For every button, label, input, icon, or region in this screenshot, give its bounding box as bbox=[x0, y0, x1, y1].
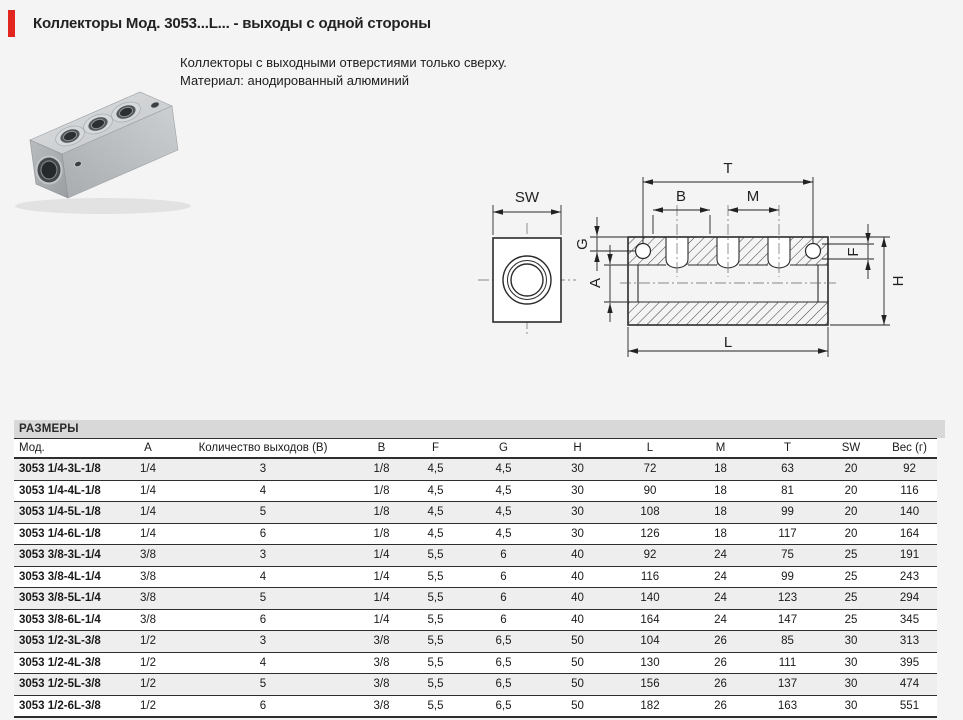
dim-label-h: H bbox=[890, 275, 907, 287]
table-row bbox=[14, 502, 937, 524]
table-cell: 182 bbox=[614, 695, 686, 717]
table-cell: 18 bbox=[686, 502, 755, 524]
table-cell: 24 bbox=[686, 588, 755, 610]
table-cell: 4 bbox=[168, 652, 358, 674]
table-row bbox=[14, 588, 937, 610]
column-header: SW bbox=[820, 439, 882, 459]
table-cell: 3053 1/2-5L-3/8 bbox=[14, 674, 128, 696]
table-cell: 123 bbox=[755, 588, 820, 610]
table-cell: 30 bbox=[820, 695, 882, 717]
table-cell: 99 bbox=[755, 502, 820, 524]
table-row bbox=[14, 566, 937, 588]
column-header: F bbox=[405, 439, 466, 459]
table-row bbox=[14, 695, 937, 717]
table-cell: 1/8 bbox=[358, 458, 405, 480]
table-cell: 30 bbox=[541, 502, 614, 524]
table-cell: 1/4 bbox=[128, 502, 168, 524]
table-cell: 4,5 bbox=[466, 523, 541, 545]
table-cell: 3/8 bbox=[128, 609, 168, 631]
table-cell: 1/2 bbox=[128, 695, 168, 717]
column-header: H bbox=[541, 439, 614, 459]
table-cell: 294 bbox=[882, 588, 937, 610]
column-header: A bbox=[128, 439, 168, 459]
sizes-table-body bbox=[14, 458, 937, 717]
table-cell: 1/4 bbox=[358, 566, 405, 588]
dim-label-t: T bbox=[723, 160, 733, 177]
table-row bbox=[14, 652, 937, 674]
dim-label-m: M bbox=[746, 188, 760, 205]
section-view bbox=[590, 177, 890, 357]
table-cell: 75 bbox=[755, 545, 820, 567]
table-cell: 1/8 bbox=[358, 480, 405, 502]
table-cell: 116 bbox=[614, 566, 686, 588]
table-cell: 243 bbox=[882, 566, 937, 588]
table-row bbox=[14, 609, 937, 631]
table-cell: 164 bbox=[614, 609, 686, 631]
table-cell: 3053 1/2-3L-3/8 bbox=[14, 631, 128, 653]
table-cell: 130 bbox=[614, 652, 686, 674]
table-cell: 24 bbox=[686, 566, 755, 588]
table-cell: 18 bbox=[686, 480, 755, 502]
table-cell: 4,5 bbox=[405, 523, 466, 545]
table-cell: 137 bbox=[755, 674, 820, 696]
sizes-table bbox=[14, 438, 937, 718]
table-cell: 4 bbox=[168, 566, 358, 588]
table-cell: 4 bbox=[168, 480, 358, 502]
table-cell: 164 bbox=[882, 523, 937, 545]
table-row bbox=[14, 480, 937, 502]
table-cell: 5 bbox=[168, 674, 358, 696]
table-cell: 117 bbox=[755, 523, 820, 545]
table-cell: 18 bbox=[686, 523, 755, 545]
table-cell: 30 bbox=[541, 523, 614, 545]
dim-label-sw: SW bbox=[514, 189, 540, 206]
table-cell: 24 bbox=[686, 545, 755, 567]
table-cell: 5,5 bbox=[405, 609, 466, 631]
table-cell: 1/4 bbox=[358, 588, 405, 610]
table-cell: 313 bbox=[882, 631, 937, 653]
table-cell: 6 bbox=[168, 695, 358, 717]
table-cell: 40 bbox=[541, 609, 614, 631]
table-cell: 3/8 bbox=[128, 566, 168, 588]
dim-label-f: F bbox=[845, 247, 862, 257]
table-cell: 6 bbox=[466, 545, 541, 567]
table-cell: 474 bbox=[882, 674, 937, 696]
table-cell: 4,5 bbox=[466, 480, 541, 502]
table-cell: 3/8 bbox=[128, 545, 168, 567]
end-view bbox=[478, 205, 576, 337]
table-cell: 1/4 bbox=[128, 523, 168, 545]
table-cell: 6 bbox=[466, 566, 541, 588]
table-cell: 4,5 bbox=[405, 502, 466, 524]
table-cell: 30 bbox=[820, 674, 882, 696]
table-cell: 20 bbox=[820, 458, 882, 480]
table-cell: 5,5 bbox=[405, 566, 466, 588]
photo-shadow bbox=[15, 198, 191, 214]
table-cell: 1/8 bbox=[358, 502, 405, 524]
column-header: L bbox=[614, 439, 686, 459]
intro-line-2: Материал: анодированный алюминий bbox=[180, 73, 410, 88]
table-cell: 140 bbox=[882, 502, 937, 524]
table-cell: 5,5 bbox=[405, 588, 466, 610]
table-cell: 40 bbox=[541, 545, 614, 567]
table-cell: 26 bbox=[686, 695, 755, 717]
table-cell: 85 bbox=[755, 631, 820, 653]
table-cell: 6,5 bbox=[466, 652, 541, 674]
table-cell: 20 bbox=[820, 480, 882, 502]
table-cell: 25 bbox=[820, 566, 882, 588]
table-cell: 63 bbox=[755, 458, 820, 480]
table-cell: 1/4 bbox=[128, 458, 168, 480]
table-cell: 6 bbox=[168, 523, 358, 545]
table-cell: 4,5 bbox=[466, 458, 541, 480]
table-cell: 1/4 bbox=[128, 480, 168, 502]
table-cell: 3053 1/2-6L-3/8 bbox=[14, 695, 128, 717]
intro-line-1: Коллекторы с выходными отверстиями только сверху. bbox=[180, 55, 507, 70]
product-photo bbox=[5, 85, 215, 220]
table-cell: 5,5 bbox=[405, 545, 466, 567]
intro-text bbox=[180, 54, 507, 90]
table-row bbox=[14, 458, 937, 480]
table-cell: 26 bbox=[686, 674, 755, 696]
table-cell: 50 bbox=[541, 652, 614, 674]
table-cell: 92 bbox=[882, 458, 937, 480]
table-cell: 5,5 bbox=[405, 631, 466, 653]
table-cell: 140 bbox=[614, 588, 686, 610]
table-cell: 108 bbox=[614, 502, 686, 524]
table-cell: 6 bbox=[466, 588, 541, 610]
table-cell: 147 bbox=[755, 609, 820, 631]
table-cell: 50 bbox=[541, 695, 614, 717]
table-cell: 1/2 bbox=[128, 674, 168, 696]
table-cell: 50 bbox=[541, 631, 614, 653]
table-cell: 4,5 bbox=[466, 502, 541, 524]
table-cell: 3053 1/4-3L-1/8 bbox=[14, 458, 128, 480]
table-cell: 30 bbox=[820, 631, 882, 653]
table-cell: 3/8 bbox=[128, 588, 168, 610]
table-cell: 3053 1/4-5L-1/8 bbox=[14, 502, 128, 524]
table-cell: 30 bbox=[541, 480, 614, 502]
table-cell: 92 bbox=[614, 545, 686, 567]
inlet-port bbox=[36, 156, 63, 185]
table-row bbox=[14, 523, 937, 545]
table-cell: 25 bbox=[820, 588, 882, 610]
table-cell: 551 bbox=[882, 695, 937, 717]
table-cell: 50 bbox=[541, 674, 614, 696]
table-cell: 5 bbox=[168, 502, 358, 524]
table-cell: 81 bbox=[755, 480, 820, 502]
table-cell: 25 bbox=[820, 609, 882, 631]
table-cell: 345 bbox=[882, 609, 937, 631]
table-cell: 3053 3/8-3L-1/4 bbox=[14, 545, 128, 567]
table-cell: 72 bbox=[614, 458, 686, 480]
table-cell: 5,5 bbox=[405, 674, 466, 696]
table-cell: 5,5 bbox=[405, 695, 466, 717]
table-cell: 26 bbox=[686, 631, 755, 653]
column-header: Мод. bbox=[14, 439, 128, 459]
table-cell: 6 bbox=[168, 609, 358, 631]
table-cell: 18 bbox=[686, 458, 755, 480]
table-cell: 20 bbox=[820, 523, 882, 545]
table-cell: 4,5 bbox=[405, 480, 466, 502]
table-cell: 6,5 bbox=[466, 674, 541, 696]
table-cell: 40 bbox=[541, 566, 614, 588]
table-cell: 3 bbox=[168, 631, 358, 653]
sizes-table-header bbox=[14, 439, 937, 459]
page-title: Коллекторы Мод. 3053...L... - выходы с одной стороны bbox=[33, 15, 431, 32]
column-header: Вес (г) bbox=[882, 439, 937, 459]
table-cell: 3/8 bbox=[358, 652, 405, 674]
table-cell: 191 bbox=[882, 545, 937, 567]
dim-label-a: A bbox=[587, 277, 604, 289]
table-cell: 1/4 bbox=[358, 609, 405, 631]
table-row bbox=[14, 545, 937, 567]
table-cell: 24 bbox=[686, 609, 755, 631]
table-cell: 3053 3/8-6L-1/4 bbox=[14, 609, 128, 631]
dim-label-b: B bbox=[675, 188, 687, 205]
table-cell: 3053 3/8-4L-1/4 bbox=[14, 566, 128, 588]
table-cell: 1/2 bbox=[128, 631, 168, 653]
table-cell: 3/8 bbox=[358, 631, 405, 653]
table-cell: 156 bbox=[614, 674, 686, 696]
table-cell: 6,5 bbox=[466, 695, 541, 717]
table-row bbox=[14, 631, 937, 653]
accent-bar bbox=[8, 10, 15, 37]
table-cell: 20 bbox=[820, 502, 882, 524]
table-row bbox=[14, 674, 937, 696]
table-cell: 25 bbox=[820, 545, 882, 567]
table-cell: 3053 1/4-4L-1/8 bbox=[14, 480, 128, 502]
table-cell: 1/2 bbox=[128, 652, 168, 674]
table-cell: 3053 1/2-4L-3/8 bbox=[14, 652, 128, 674]
table-cell: 1/8 bbox=[358, 523, 405, 545]
table-cell: 5 bbox=[168, 588, 358, 610]
table-cell: 5,5 bbox=[405, 652, 466, 674]
title-block bbox=[8, 10, 431, 37]
table-cell: 4,5 bbox=[405, 458, 466, 480]
column-header: B bbox=[358, 439, 405, 459]
dim-label-l: L bbox=[723, 334, 733, 351]
table-cell: 163 bbox=[755, 695, 820, 717]
sizes-section-bar: РАЗМЕРЫ bbox=[14, 420, 945, 438]
table-cell: 26 bbox=[686, 652, 755, 674]
table-cell: 30 bbox=[820, 652, 882, 674]
table-cell: 3 bbox=[168, 458, 358, 480]
table-cell: 6 bbox=[466, 609, 541, 631]
technical-drawing bbox=[440, 155, 963, 370]
table-cell: 111 bbox=[755, 652, 820, 674]
table-cell: 99 bbox=[755, 566, 820, 588]
table-cell: 3053 3/8-5L-1/4 bbox=[14, 588, 128, 610]
column-header: G bbox=[466, 439, 541, 459]
table-cell: 90 bbox=[614, 480, 686, 502]
table-cell: 3 bbox=[168, 545, 358, 567]
table-cell: 116 bbox=[882, 480, 937, 502]
column-header: T bbox=[755, 439, 820, 459]
table-cell: 3053 1/4-6L-1/8 bbox=[14, 523, 128, 545]
table-cell: 30 bbox=[541, 458, 614, 480]
table-cell: 126 bbox=[614, 523, 686, 545]
dim-label-g: G bbox=[574, 238, 591, 250]
table-cell: 395 bbox=[882, 652, 937, 674]
table-cell: 40 bbox=[541, 588, 614, 610]
column-header: Количество выходов (B) bbox=[168, 439, 358, 459]
table-cell: 3/8 bbox=[358, 674, 405, 696]
table-cell: 104 bbox=[614, 631, 686, 653]
table-cell: 1/4 bbox=[358, 545, 405, 567]
column-header: M bbox=[686, 439, 755, 459]
table-cell: 3/8 bbox=[358, 695, 405, 717]
table-cell: 6,5 bbox=[466, 631, 541, 653]
